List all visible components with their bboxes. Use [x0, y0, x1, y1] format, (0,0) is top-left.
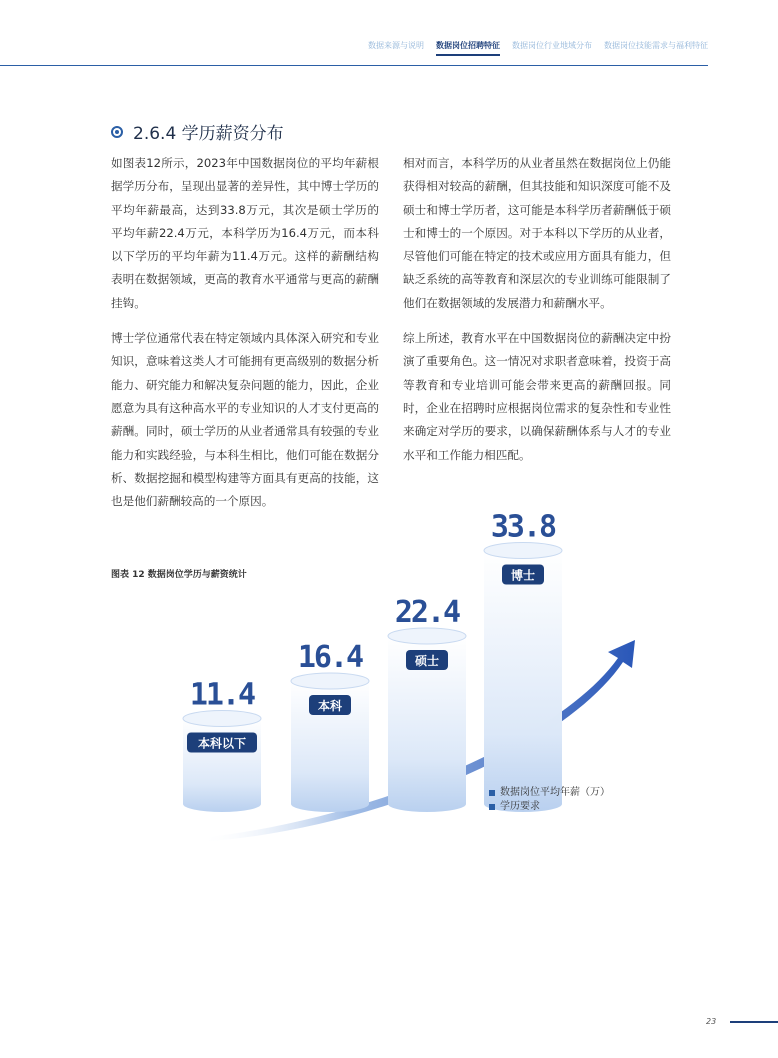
legend-item	[489, 800, 610, 814]
category-label: 本科	[317, 699, 343, 713]
target-icon	[111, 126, 123, 138]
page-number: 23	[706, 1017, 717, 1026]
header-rule	[0, 65, 708, 66]
bar-body	[484, 551, 562, 813]
nav-item-data-source[interactable]: 数据来源与说明	[368, 41, 424, 50]
bar-top	[484, 543, 562, 559]
nav-item-recruitment[interactable]: 数据岗位招聘特征	[436, 40, 500, 56]
footer-rule	[730, 1021, 778, 1023]
section-nav	[368, 40, 708, 56]
legend-item	[489, 786, 610, 800]
paragraph: 综上所述，教育水平在中国数据岗位的薪酬决定中扮演了重要角色。这一情况对求职者意味着，投资于高等教育和专业培训可能会带来更高的薪酬回报。同时，企业在招聘时应根据岗位需求的复杂性和专业性来确定对学历的要求，以确保薪酬体系与人才的专业水平和工作能力相匹配。	[403, 331, 671, 462]
nav-item-skills-welfare[interactable]: 数据岗位技能需求与福利特征	[604, 41, 708, 50]
legend-swatch	[489, 804, 495, 810]
right-column	[403, 152, 671, 479]
legend-label: 学历要求	[500, 801, 540, 812]
bar-top	[388, 628, 466, 644]
bar-top	[183, 711, 261, 727]
bar-value-label: 33.8	[490, 509, 556, 545]
category-label: 博士	[510, 568, 536, 583]
bar-top	[291, 673, 369, 689]
left-column	[111, 152, 379, 525]
figure-caption: 图表 12 数据岗位学历与薪资统计	[111, 570, 247, 580]
paragraph: 如图表12所示，2023年中国数据岗位的平均年薪根据学历分布，呈现出显著的差异性，其中博士学历的平均年薪最高，达到33.8万元，其次是硕士学历的平均年薪22.4万元，本科学历为16.4万元，而本科以下学历的平均年薪为11.4万元。这样的薪酬结构表明在数据领域，更高的教育水平通常与更高的薪酬挂钩。	[111, 156, 379, 310]
paragraph: 博士学位通常代表在特定领域内具体深入研究和专业知识，意味着这类人才可能拥有更高级别的数据分析能力、研究能力和解决复杂问题的能力，因此，企业愿意为具有这种高水平的专业知识的人才支付更高的薪酬。同时，硕士学历的从业者通常具有较强的专业能力和实践经验，与本科生相比，他们可能在数据分析、数据挖掘和模型构建等方面具有更高的技能，这也是他们薪酬较高的一个原因。	[111, 331, 379, 509]
bar-3	[388, 595, 466, 812]
bar-1	[183, 678, 261, 813]
section-title: 2.6.4 学历薪资分布	[133, 124, 284, 144]
category-label: 硕士	[414, 654, 440, 668]
category-label: 本科以下	[197, 736, 247, 751]
bar-value-label: 16.4	[297, 640, 363, 675]
nav-item-industry-region[interactable]: 数据岗位行业地域分布	[512, 41, 592, 50]
chart-legend	[489, 786, 610, 814]
legend-swatch	[489, 790, 495, 796]
bar-2	[291, 640, 369, 812]
section-heading	[111, 119, 284, 144]
bar-value-label: 11.4	[189, 677, 255, 713]
bar-4	[484, 510, 562, 813]
legend-label: 数据岗位平均年薪（万）	[500, 787, 610, 798]
bar-value-label: 22.4	[394, 595, 460, 630]
paragraph: 相对而言，本科学历的从业者虽然在数据岗位上仍能获得相对较高的薪酬，但其技能和知识深度可能不及硕士和博士学历者，这可能是本科学历者薪酬低于硕士和博士的一个原因。对于本科以下学历的从业者，尽管他们可能在特定的技术或应用方面具有能力，但缺乏系统的高等教育和深层次的专业训练可能限制了他们在数据领域的发展潜力和薪酬水平。	[403, 156, 671, 310]
